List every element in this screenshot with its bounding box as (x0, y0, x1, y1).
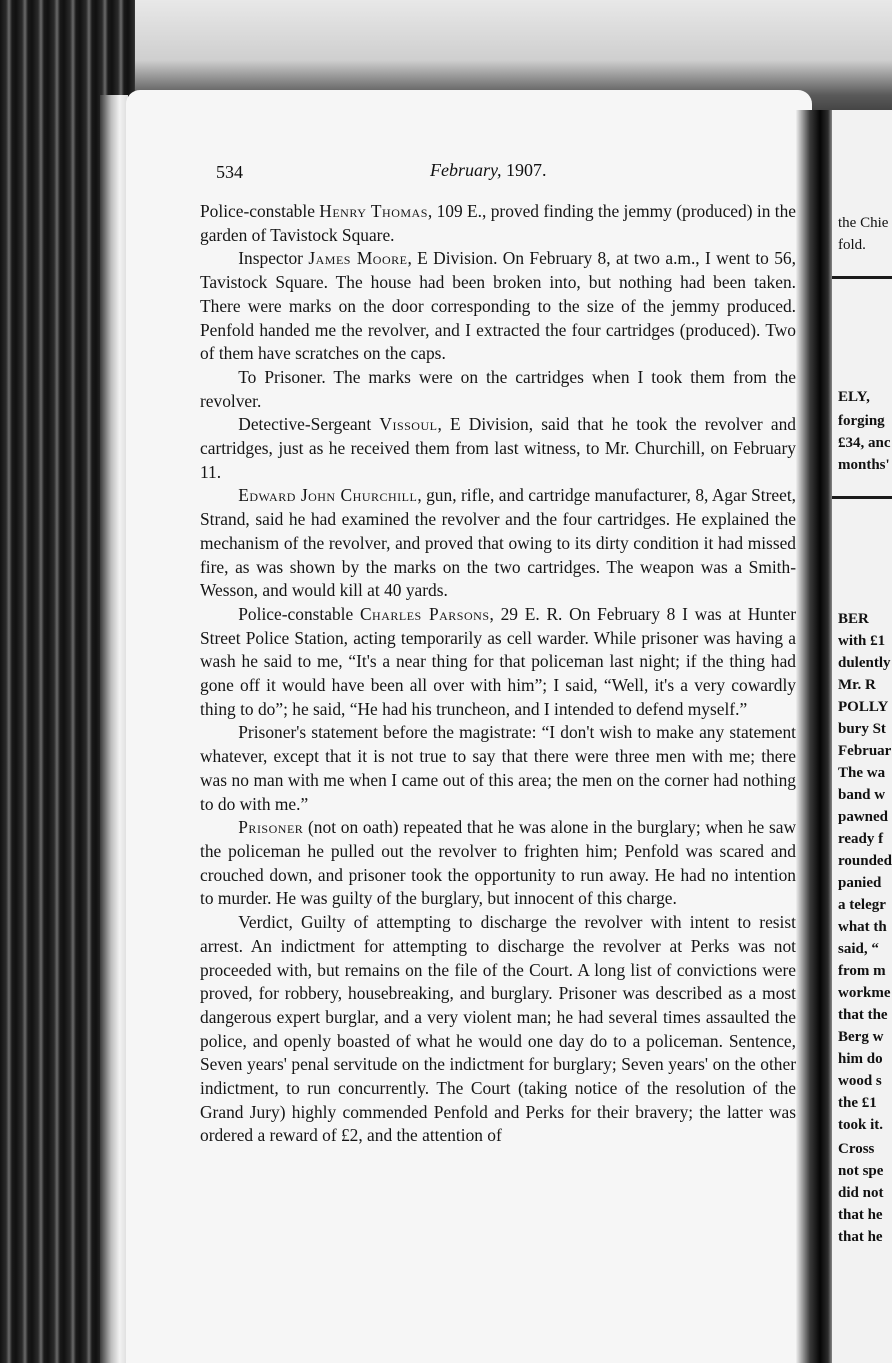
paragraph-lead: Inspector (238, 248, 309, 269)
right-page-line: rounded (838, 853, 892, 869)
right-page-line: ELY, (838, 389, 870, 405)
paragraph-prisoner-statement (200, 721, 796, 816)
right-page-line: BER (838, 611, 869, 627)
right-page-line: Cross (838, 1141, 875, 1157)
paragraph-text: , E Division. On February 8, at two a.m., I went to 56, Tavistock Square. The house had been broken into, but nothing had been taken. There were marks on the door corresponding to the size of the jemmy produced. Penfold handed me the revolver, and I extracted the four cartridges (produced). Two of them have scratches on the caps. (200, 248, 796, 364)
right-page-line: the Chie (838, 215, 889, 231)
right-page-line: £34, anc (838, 435, 891, 451)
running-title-month: February, (430, 160, 502, 180)
witness-name: James Moore (308, 248, 408, 269)
right-page-line: band w (838, 787, 886, 803)
witness-name: Prisoner (238, 817, 304, 838)
right-page-line: ready f (838, 831, 884, 847)
right-page-line: fold. (838, 237, 866, 253)
paragraph-lead: Detective-Sergeant (238, 414, 380, 435)
right-page-line: that he (838, 1207, 883, 1223)
right-page-rule (832, 276, 892, 279)
right-page-line: panied (838, 875, 882, 891)
right-page-fragment (832, 110, 892, 1363)
book-gutter (796, 110, 836, 1363)
paragraph-moore (200, 247, 796, 366)
paragraph-text: , E Division, said that he took the revolver and cartridges, just as he received them from last witness, to Mr. Churchill, on February 11. (200, 414, 796, 482)
right-page-line: Berg w (838, 1029, 884, 1045)
witness-name: Charles Parsons (359, 603, 490, 624)
paragraph-verdict (200, 911, 796, 1148)
paragraph-text: , gun, rifle, and cartridge manufacturer, 8, Agar Street, Strand, said he had examined the revolver and the four cartridges. He explained the mechanism of the revolver, and proved that owing to its dirty condition it had missed fire, as was shown by the marks on the two cartridges. The weapon was a Smith-Wesson, and would kill at 40 yards. (200, 485, 796, 601)
right-page-line: with £1 (838, 633, 886, 649)
right-page-line: not spe (838, 1163, 884, 1179)
paragraph-lead: Police-constable (238, 603, 360, 624)
witness-name: Vissoul (379, 414, 438, 435)
paragraph-text: (not on oath) repeated that he was alone in the burglary; when he saw the policeman he pulled out the revolver to frighten him; Penfold was scared and crouched down, and prisoner took the opportunity to run away. He had no intention to murder. He was guilty of the burglary, but innocent of this charge. (200, 817, 796, 909)
right-page-line: The wa (838, 765, 886, 781)
witness-name: Henry Thomas (319, 201, 428, 221)
paragraph-thomas (200, 200, 796, 247)
right-page-line: Mr. R (838, 677, 876, 693)
right-page-line: did not (838, 1185, 884, 1201)
paragraph-to-prisoner (200, 366, 796, 413)
paragraph-churchill (200, 484, 796, 603)
paragraph-text: , 109 E., proved finding the jemmy (produced) in the garden of Tavistock Square. (200, 201, 797, 245)
right-page-line: Februar (838, 743, 892, 759)
right-page-line: said, “ (838, 941, 879, 957)
page-number: 534 (216, 162, 243, 182)
right-page-line: took it. (838, 1117, 883, 1133)
right-page-line: that he (838, 1229, 883, 1245)
right-page-line: wood s (838, 1073, 882, 1089)
paragraph-text: Prisoner's statement before the magistrate: “I don't wish to make any statement whatever, except that it is not true to say that there were three men with me; there was no man with me when I came out of this area; the men on the corner had nothing to do with me.” (200, 722, 796, 814)
right-page-line: that the (838, 1007, 888, 1023)
paragraph-text: Verdict, Guilty of attempting to discharge the revolver with intent to resist arrest. An indictment for attempting to discharge the revolver at Perks was not proceeded with, but remains on the file of the Court. A long list of convictions were proved, for robbery, housebreaking, and burglary. Prisoner was described as a most dangerous expert burglar, and a very violent man; he had several times assaulted the police, and openly boasted of what he would one day do to a policeman. Sentence, Seven years' penal servitude on the indictment for burglary; Seven years' on the other indictment, to run concurrently. The Court (taking notice of the resolution of the Grand Jury) highly commended Penfold and Perks for their bravery; the latter was ordered a reward of £2, and the attention of (200, 912, 796, 1146)
running-title (430, 160, 547, 181)
paragraph-prisoner-oath (200, 816, 796, 911)
right-page-line: from m (838, 963, 886, 979)
right-page-line: bury St (838, 721, 886, 737)
right-page-line: POLLY (838, 699, 889, 715)
right-page-rule (832, 496, 892, 499)
right-page-line: pawned (838, 809, 889, 825)
right-page-line: what th (838, 919, 887, 935)
paragraph-parsons (200, 603, 796, 722)
paragraph-lead: Police-constable (200, 201, 320, 221)
paragraph-vissoul (200, 413, 796, 484)
right-page-line: a telegr (838, 897, 886, 913)
running-title-year: 1907. (506, 160, 547, 180)
paragraph-text: To Prisoner. The marks were on the cartridges when I took them from the revolver. (200, 366, 796, 411)
right-page-line: workme (838, 985, 891, 1001)
body-text (200, 200, 796, 1148)
right-page-line: dulently (838, 655, 891, 671)
right-page-line: months' (838, 457, 890, 473)
witness-name: Edward John Churchill (238, 485, 418, 506)
page-header (216, 160, 736, 188)
right-page-line: forging (838, 413, 885, 429)
right-page-line: him do (838, 1051, 883, 1067)
right-page-line: the £1 (838, 1095, 877, 1111)
paragraph-text: , 29 E. R. On February 8 I was at Hunter Street Police Station, acting temporarily as cell warder. While prisoner was having a wash he said to me, “It's a near thing for that policeman last night; if the thing had gone off it would have been all over with him”; I said, “Well, it's a very cowardly thing to do”; he said, “He had his truncheon, and I intended to defend myself.” (200, 603, 797, 719)
page-edge-stack (100, 95, 128, 1363)
